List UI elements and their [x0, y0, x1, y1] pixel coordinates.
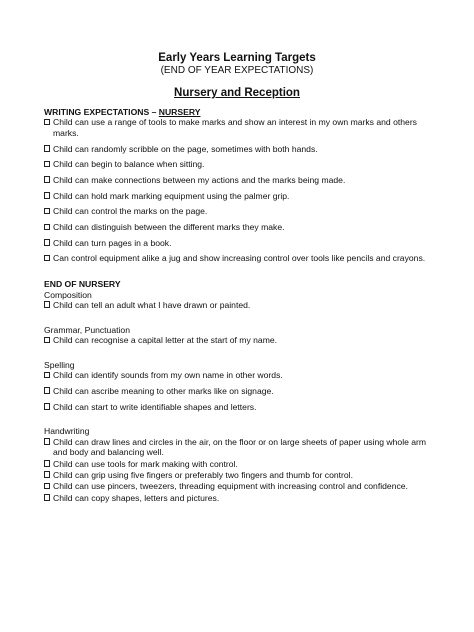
document-subtitle: (END OF YEAR EXPECTATIONS): [160, 65, 314, 76]
checkbox-icon: [44, 471, 50, 478]
main-heading: Nursery and Reception: [174, 87, 300, 99]
checklist-item: Child can ascribe meaning to other marks like on signage.: [44, 386, 434, 396]
checkbox-icon: [44, 494, 50, 501]
checkbox-icon: [44, 301, 50, 308]
checklist-item: Child can distinguish between the different marks they make.: [44, 222, 434, 232]
end-of-nursery-heading: END OF NURSERY: [44, 279, 121, 290]
checkbox-icon: [44, 161, 50, 168]
checkbox-icon: [44, 438, 50, 445]
checklist-item: Child can recognise a capital letter at the start of my name.: [44, 335, 434, 345]
document-body: [44, 107, 434, 504]
checkbox-icon: [44, 387, 50, 394]
checklist-item: Child can randomly scribble on the page, sometimes with both hands.: [44, 144, 434, 154]
checkbox-icon: [44, 176, 50, 183]
checkbox-icon: [44, 119, 50, 126]
checkbox-icon: [44, 145, 50, 152]
checklist-item: Child can draw lines and circles in the air, on the floor or on large sheets of paper using whole arm and body and balancing well.: [44, 437, 434, 458]
checkbox-icon: [44, 337, 50, 344]
checkbox-icon: [44, 224, 50, 231]
checklist-item: Child can identify sounds from my own name in other words.: [44, 370, 434, 380]
checklist-item: Child can start to write identifiable shapes and letters.: [44, 402, 434, 412]
spelling-label: Spelling: [44, 359, 75, 370]
checklist-item: Child can control the marks on the page.: [44, 206, 434, 216]
checklist-item: Child can tell an adult what I have drawn or painted.: [44, 300, 434, 310]
checklist-item: Child can use pincers, tweezers, threading equipment with increasing control and confidence.: [44, 481, 434, 491]
checklist-item: Child can turn pages in a book.: [44, 238, 434, 248]
handwriting-label: Handwriting: [44, 426, 90, 437]
composition-label: Composition: [44, 289, 92, 300]
checklist-item: Child can make connections between my actions and the marks being made.: [44, 175, 434, 185]
checklist-item: Child can begin to balance when sitting.: [44, 159, 434, 169]
checkbox-icon: [44, 460, 50, 467]
checkbox-icon: [44, 239, 50, 246]
grammar-label: Grammar, Punctuation: [44, 324, 130, 335]
checklist-item: Can control equipment alike a jug and show increasing control over tools like pencils and crayons.: [44, 253, 434, 263]
document-title: Early Years Learning Targets: [158, 52, 316, 64]
checkbox-icon: [44, 403, 50, 410]
writing-heading-nursery: NURSERY: [158, 107, 201, 117]
checkbox-icon: [44, 192, 50, 199]
checklist-item: Child can hold mark marking equipment using the palmer grip.: [44, 191, 434, 201]
checkbox-icon: [44, 483, 50, 490]
checkbox-icon: [44, 255, 50, 262]
checklist-item: Child can copy shapes, letters and pictures.: [44, 493, 434, 503]
writing-expectations-heading: [44, 107, 434, 117]
checkbox-icon: [44, 208, 50, 215]
writing-heading-prefix: WRITING EXPECTATIONS –: [44, 107, 159, 117]
checklist-item: Child can use a range of tools to make marks and show an interest in my own marks and others marks.: [44, 117, 434, 138]
checklist-item: Child can grip using five fingers or preferably two fingers and thumb for control.: [44, 470, 434, 480]
checkbox-icon: [44, 372, 50, 379]
checklist-item: Child can use tools for mark making with control.: [44, 459, 434, 469]
writing-checklist: [44, 117, 434, 263]
